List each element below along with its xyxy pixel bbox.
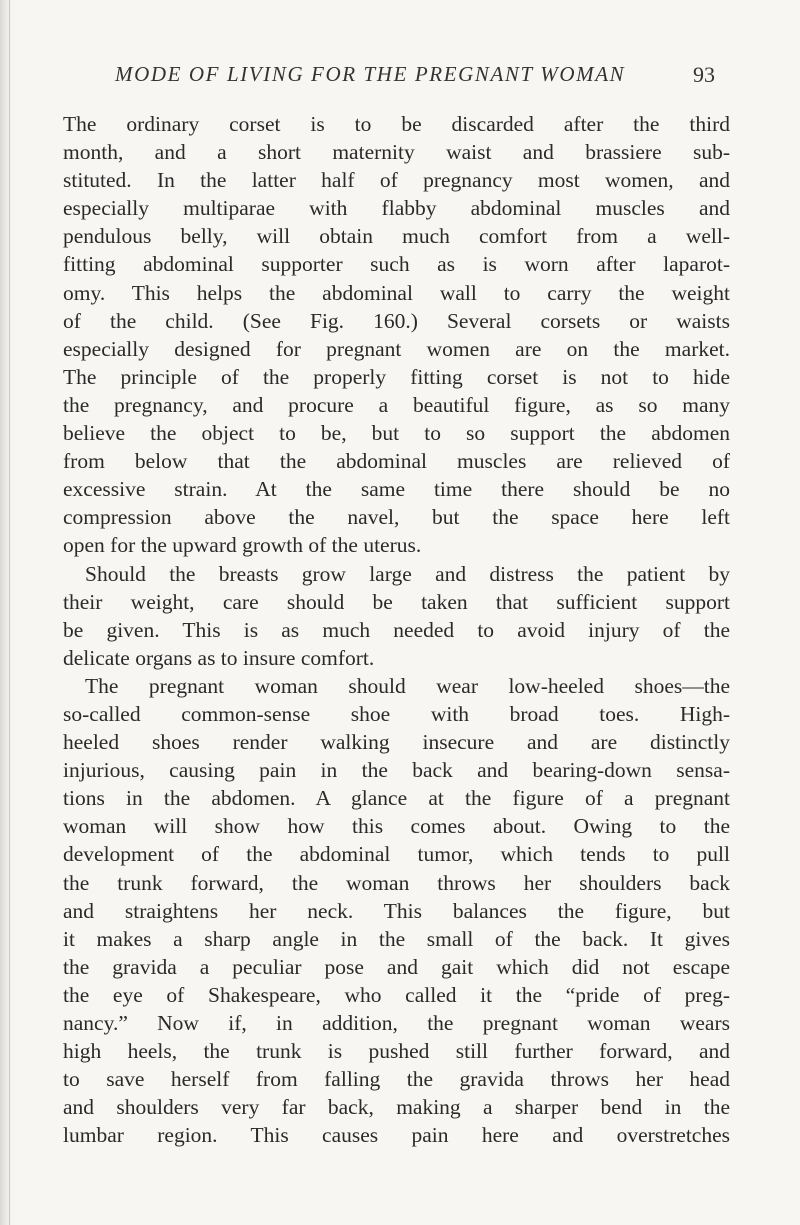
text-line: month, and a short maternity waist and brassiere sub- [63, 140, 730, 165]
text-line: it makes a sharp angle in the small of the back. It gives [63, 926, 730, 951]
text-line: so-called common-sense shoe with broad toes. High- [63, 701, 730, 726]
text-line: development of the abdominal tumor, which tends to pull [63, 842, 730, 867]
text-line: delicate organs as to insure comfort. [63, 645, 375, 670]
text-line: and straightens her neck. This balances the figure, but [63, 898, 730, 923]
text-line: open for the upward growth of the uterus. [63, 533, 422, 558]
page-binding-line [9, 0, 10, 1225]
text-line: the eye of Shakespeare, who called it the “pride of preg- [63, 982, 730, 1007]
text-line: from below that the abdominal muscles are relieved of [63, 449, 730, 474]
text-line: of the child. (See Fig. 160.) Several corsets or waists [63, 308, 730, 333]
text-line: The principle of the properly fitting corset is not to hide [63, 364, 730, 389]
text-line: their weight, care should be taken that sufficient support [63, 589, 730, 614]
page-header [100, 62, 715, 96]
text-line: especially designed for pregnant women are on the market. [63, 336, 730, 361]
text-line: to save herself from falling the gravida throws her head [63, 1067, 730, 1092]
text-line: omy. This helps the abdominal wall to carry the weight [63, 280, 730, 305]
page-binding-edge [0, 0, 14, 1225]
text-line: believe the object to be, but to so support the abdomen [63, 421, 730, 446]
text-line: The pregnant woman should wear low-heeled shoes—the [85, 673, 730, 698]
text-line: be given. This is as much needed to avoid injury of the [63, 617, 730, 642]
text-line: the gravida a peculiar pose and gait which did not escape [63, 954, 730, 979]
text-line: fitting abdominal supporter such as is worn after laparot- [63, 252, 730, 277]
text-line: and shoulders very far back, making a sharper bend in the [63, 1095, 730, 1120]
text-line: woman will show how this comes about. Owing to the [63, 814, 730, 839]
text-line: the pregnancy, and procure a beautiful figure, as so many [63, 392, 730, 417]
text-line: Should the breasts grow large and distress the patient by [85, 561, 730, 586]
body-text [63, 110, 730, 1149]
text-line: lumbar region. This causes pain here and overstretches [63, 1123, 730, 1148]
text-line: pendulous belly, will obtain much comfort from a well- [63, 224, 730, 249]
text-line: injurious, causing pain in the back and bearing-down sensa- [63, 758, 730, 783]
text-line: stituted. In the latter half of pregnancy most women, and [63, 168, 730, 193]
text-line: tions in the abdomen. A glance at the figure of a pregnant [63, 786, 730, 811]
text-line: compression above the navel, but the space here left [63, 505, 730, 530]
text-line: heeled shoes render walking insecure and are distinctly [63, 730, 730, 755]
text-line: The ordinary corset is to be discarded after the third [63, 112, 730, 136]
text-line: the trunk forward, the woman throws her shoulders back [63, 870, 730, 895]
text-line: nancy.” Now if, in addition, the pregnant woman wears [63, 1011, 730, 1035]
running-head: MODE OF LIVING FOR THE PREGNANT WOMAN [115, 62, 626, 86]
page-number: 93 [693, 62, 715, 87]
text-line: high heels, the trunk is pushed still further forward, and [63, 1039, 730, 1064]
text-line: excessive strain. At the same time there should be no [63, 477, 730, 502]
text-line: especially multiparae with flabby abdominal muscles and [63, 196, 730, 221]
